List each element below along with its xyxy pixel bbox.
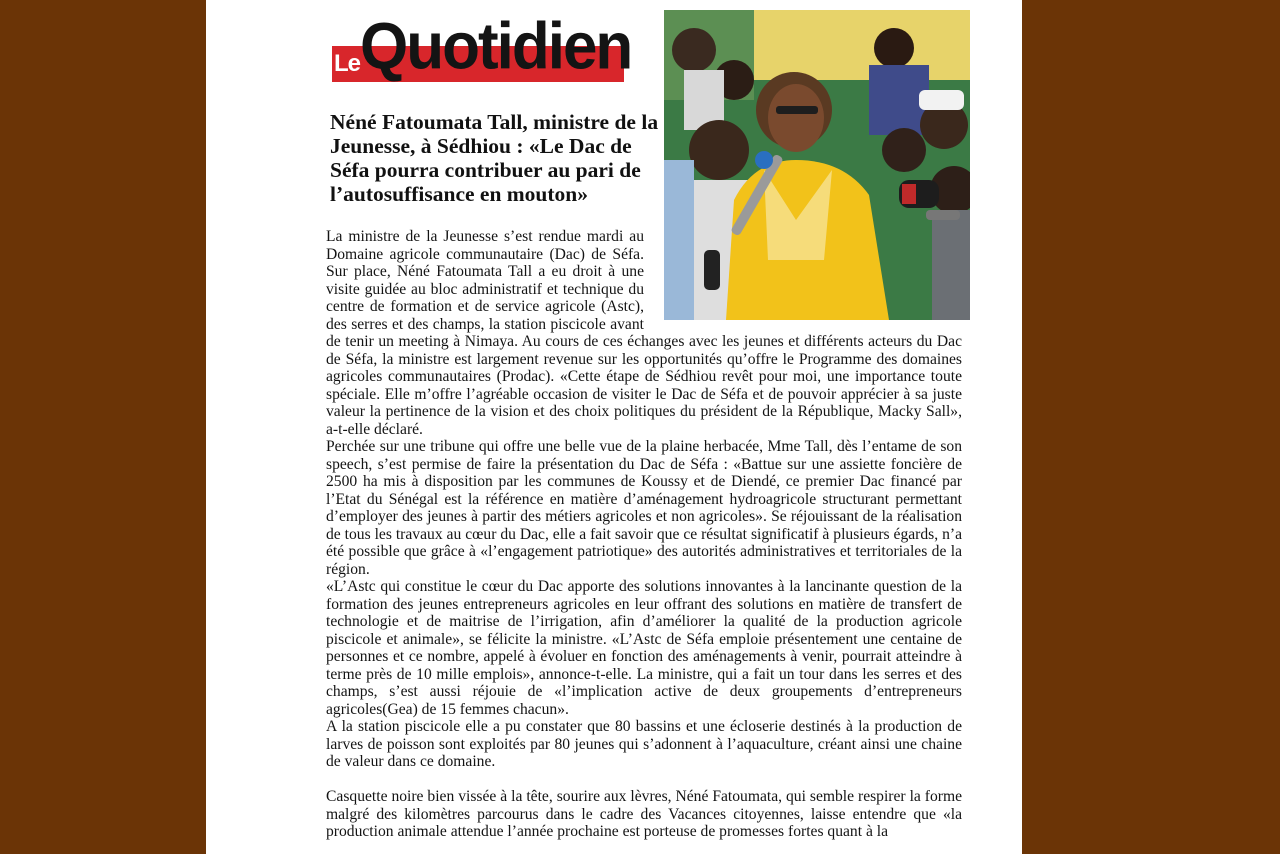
article-paragraph: A la station piscicole elle a pu constater que 80 bassins et une écloserie destinés à la production de larves de poisson sont exploités par 80 jeunes qui s’adonnent à l’aquaculture, créant ainsi une chaine de valeur dans ce domaine. <box>326 718 962 770</box>
article-body <box>326 228 962 841</box>
newspaper-masthead <box>332 10 632 84</box>
article-paragraph: Casquette noire bien vissée à la tête, sourire aux lèvres, Néné Fatoumata, qui semble respirer la forme malgré des kilomètres parcourus dans le cadre des Vacances citoyennes, laisse entendre que «la production animale attendue l’année prochaine est porteuse de promesses fortes quant à la <box>326 788 962 840</box>
photo-text-wrap-spacer <box>656 228 962 320</box>
masthead-prefix: Le <box>334 50 361 77</box>
article-headline: Néné Fatoumata Tall, ministre de la Jeunesse, à Sédhiou : «Le Dac de Séfa pourra contribuer au pari de l’autosuffisance en mouton» <box>330 110 659 206</box>
article-paragraph: La ministre de la Jeunesse s’est rendue mardi au Domaine agricole communautaire (Dac) de Séfa. Sur place, Néné Fatoumata Tall a eu droit à une visite guidée au bloc administratif et technique du centre de formation et de service agricole (Astc), des serres et des champs, la station piscicole avant de tenir un meeting à Nimaya. Au cours de ces échanges avec les jeunes et différents acteurs du Dac de Séfa, la ministre est largement revenue sur les opportunités qu’offre le Programme des domaines agricoles communautaires (Prodac). «Cette étape de Sédhiou revêt pour moi, une importance toute spéciale. Elle m’offre l’agréable occasion de visiter le Dac de Séfa et de pouvoir apprécier à sa juste valeur la pertinence de la vision et des choix politiques du président de la République, Macky Sall», a-t-elle déclaré. <box>326 228 962 438</box>
masthead-title: Quotidien <box>360 10 632 84</box>
newspaper-page <box>206 0 1022 854</box>
article-paragraph: Perchée sur une tribune qui offre une belle vue de la plaine herbacée, Mme Tall, dès l’entame de son speech, s’est permise de faire la présentation du Dac de Séfa : «Battue sur une assiette foncière de 2500 ha mis à disposition par les communes de Koussy et de Diendé, ce premier Dac financé par l’Etat du Sénégal est la référence en matière d’aménagement hydroagricole structurant permettant d’employer des jeunes à partir des métiers agricoles et non agricoles». Se réjouissant de la réalisation de tous les travaux au cœur du Dac, elle a fait savoir que ce résultat significatif à plusieurs égards, n’a été possible que grâce à «l’engagement patriotique» des autorités administratives et territoriales de la région. <box>326 438 962 578</box>
article-paragraph: «L’Astc qui constitue le cœur du Dac apporte des solutions innovantes à la lancinante question de la formation des jeunes entrepreneurs agricoles en leur offrant des solutions en matière de transfert de technologie et de maitrise de l’irrigation, afin d’améliorer la qualité de la production agricole piscicole et animale», se félicite la ministre. «L’Astc de Séfa emploie présentement une centaine de personnes et ce nombre, appelé à évoluer en fonction des aménagements à venir, pourrait atteindre à terme près de 10 mille emplois», annonce-t-elle. La ministre, qui a fait un tour dans les serres et des champs, s’est aussi réjouie de «l’implication active de deux groupements d’entrepreneurs agricoles(Gea) de 15 femmes chacun». <box>326 578 962 718</box>
